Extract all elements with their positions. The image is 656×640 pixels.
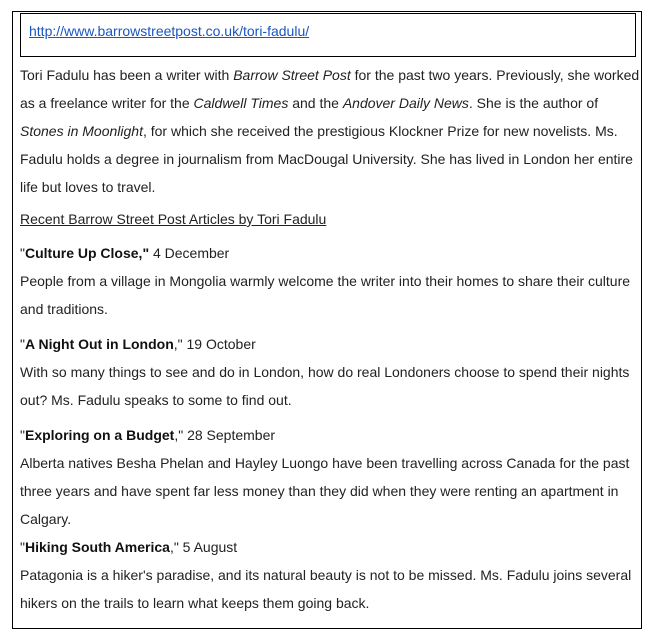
quote-mark: " [20, 336, 25, 352]
article-date: 4 December [149, 245, 230, 261]
author-bio [20, 61, 640, 201]
bio-text: . She is the author of [468, 95, 599, 111]
url-box [20, 13, 636, 57]
article-item [20, 421, 640, 533]
article-item [20, 239, 640, 323]
article-title-line [20, 239, 640, 267]
article-description: With so many things to see and do in London, how do real Londoners choose to spend their nights out? Ms. Fadulu speaks to some to find out. [20, 364, 630, 408]
book-title: Stones in Moonlight [20, 123, 143, 139]
article-description: People from a village in Mongolia warmly welcome the writer into their homes to share their culture and traditions. [20, 273, 631, 317]
bio-text: for the past two years. Previously, she worked as a freelance writer for the [20, 67, 640, 111]
article-title: Culture Up Close," [24, 245, 150, 261]
article-description: Alberta natives Besha Phelan and Hayley Luongo have been travelling across Canada for the past three years and have spent far less money than they did when they were renting an apartment in Calgary. [20, 455, 630, 527]
quote-mark: " [20, 539, 25, 555]
author-page-link[interactable]: http://www.barrowstreetpost.co.uk/tori-fadulu/ [29, 23, 310, 39]
publication-name: Andover Daily News [342, 95, 469, 111]
article-title-line [20, 421, 640, 449]
bio-text: and the [288, 95, 343, 111]
article-item [20, 330, 640, 414]
article-description: Patagonia is a hiker's paradise, and its natural beauty is not to be missed. Ms. Fadulu joins several hikers on the trails to learn what keeps them going back. [20, 567, 632, 611]
article-date: ," 28 September [174, 427, 276, 443]
article-title-line [20, 533, 640, 561]
article-date: ," 5 August [169, 539, 238, 555]
publication-name: Caldwell Times [193, 95, 289, 111]
recent-articles-heading: Recent Barrow Street Post Articles by Tori Fadulu [20, 211, 327, 227]
article-title: Exploring on a Budget [24, 427, 175, 443]
article-item [20, 533, 640, 617]
quote-mark: " [20, 427, 25, 443]
quote-mark: " [20, 245, 25, 261]
publication-name: Barrow Street Post [233, 67, 351, 83]
bio-text: Tori Fadulu has been a writer with [20, 67, 234, 83]
article-title: A Night Out in London [24, 336, 174, 352]
author-bio-section [20, 61, 640, 617]
bio-text: , for which she received the prestigious Klockner Prize for new novelists. Ms. Fadulu holds a degree in journalism from MacDougal University. She has lived in London her entire life but loves to travel. [20, 123, 633, 195]
article-title: Hiking South America [24, 539, 170, 555]
article-title-line [20, 330, 640, 358]
article-date: ," 19 October [173, 336, 256, 352]
